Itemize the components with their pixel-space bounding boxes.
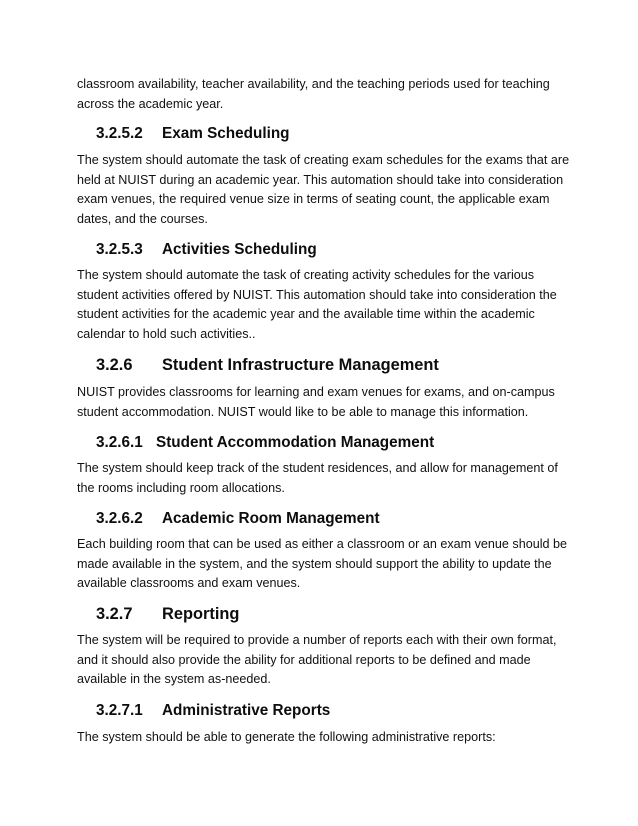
text-line: Each building room that can be used as either a classroom or an exam venue should be bbox=[77, 537, 568, 551]
section-heading-3-2-7-1 bbox=[96, 702, 330, 720]
text-line: The system should automate the task of creating activity schedules for the various bbox=[77, 268, 535, 282]
section-title: Student Accommodation Management bbox=[156, 434, 435, 451]
paragraph bbox=[77, 151, 577, 229]
section-number: 3.2.7.1 bbox=[96, 702, 143, 719]
paragraph bbox=[77, 459, 577, 498]
text-line: calendar to hold such activities.. bbox=[77, 326, 256, 341]
section-title: Academic Room Management bbox=[162, 510, 380, 527]
section-number: 3.2.6.2 bbox=[96, 510, 143, 527]
section-heading-3-2-5-2 bbox=[96, 125, 290, 143]
text-line: available classrooms and exam venues. bbox=[77, 576, 301, 591]
text-line: NUIST provides classrooms for learning and exam venues for exams, and on-campus bbox=[77, 385, 555, 399]
text-line: exam venues, the required venue size in terms of seating count, the applicable exam bbox=[77, 192, 550, 207]
text-line: and it should also provide the ability for additional reports to be defined and made bbox=[77, 652, 531, 667]
text-line: dates, and the courses. bbox=[77, 211, 208, 226]
section-title: Student Infrastructure Management bbox=[162, 356, 439, 374]
section-number: 3.2.7 bbox=[96, 605, 133, 623]
text-line: The system should automate the task of creating exam schedules for the exams that are bbox=[77, 153, 570, 167]
paragraph bbox=[77, 631, 577, 690]
text-line: across the academic year. bbox=[77, 96, 224, 111]
paragraph bbox=[77, 266, 577, 344]
text-line: available in the system as-needed. bbox=[77, 672, 271, 687]
section-heading-3-2-6-1 bbox=[96, 434, 434, 452]
section-title: Exam Scheduling bbox=[162, 125, 290, 142]
section-title: Activities Scheduling bbox=[162, 241, 317, 258]
text-line: student activities for the academic year and the available time within the academic bbox=[77, 307, 535, 322]
section-number: 3.2.6 bbox=[96, 356, 133, 374]
text-line: student activities offered by NUIST. This automation should take into consideration the bbox=[77, 287, 557, 302]
text-line: The system should keep track of the student residences, and allow for management of bbox=[77, 461, 558, 475]
section-number: 3.2.5.2 bbox=[96, 125, 143, 142]
text-line: the rooms including room allocations. bbox=[77, 480, 285, 495]
paragraph bbox=[77, 383, 577, 422]
section-heading-3-2-5-3 bbox=[96, 241, 317, 259]
section-number: 3.2.6.1 bbox=[96, 434, 143, 451]
text-line: made available in the system, and the system should support the ability to update the bbox=[77, 556, 552, 571]
section-number: 3.2.5.3 bbox=[96, 241, 143, 258]
text-line: held at NUIST during an academic year. This automation should take into consideration bbox=[77, 172, 564, 187]
text-line: The system should be able to generate the following administrative reports: bbox=[77, 730, 496, 744]
text-line: student accommodation. NUIST would like to be able to manage this information. bbox=[77, 404, 529, 419]
text-line: The system will be required to provide a number of reports each with their own format, bbox=[77, 633, 557, 647]
text-line: classroom availability, teacher availability, and the teaching periods used for teaching bbox=[77, 77, 550, 91]
section-title: Administrative Reports bbox=[162, 702, 331, 719]
section-heading-3-2-7 bbox=[96, 605, 239, 624]
section-heading-3-2-6-2 bbox=[96, 510, 380, 528]
section-heading-3-2-6 bbox=[96, 356, 439, 375]
paragraph bbox=[77, 535, 577, 594]
section-title: Reporting bbox=[162, 605, 240, 623]
paragraph bbox=[77, 728, 577, 748]
paragraph bbox=[77, 75, 577, 114]
